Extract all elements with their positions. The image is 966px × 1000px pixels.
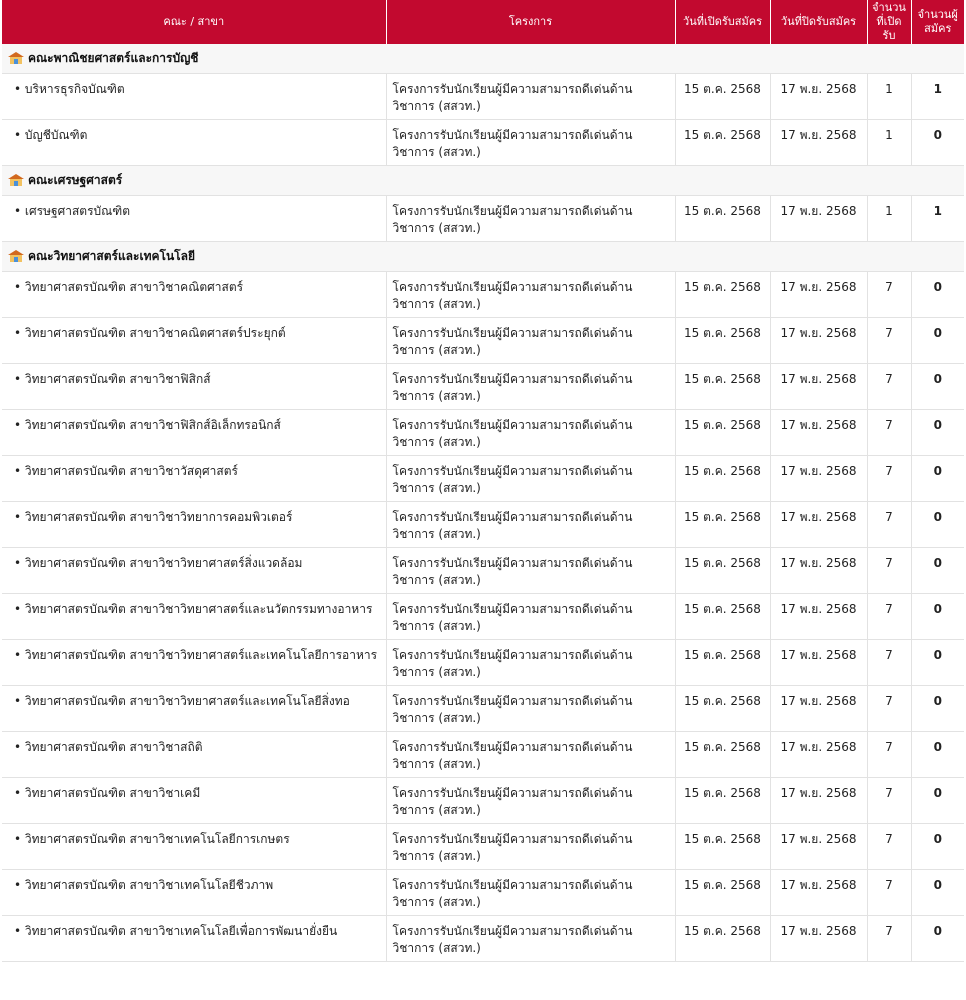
project-name: โครงการรับนักเรียนผู้มีความสามารถดีเด่นด้านวิชาการ (สสวท.) [386,502,675,548]
faculty-cell [2,242,964,272]
table-row [2,410,964,456]
table-row [2,318,964,364]
open-date: 15 ต.ค. 2568 [675,870,770,916]
project-name: โครงการรับนักเรียนผู้มีความสามารถดีเด่นด้านวิชาการ (สสวท.) [386,778,675,824]
quota-count: 7 [867,824,911,870]
major-name: • วิทยาศาสตรบัณฑิต สาขาวิชาวิทยาศาสตร์และเทคโนโลยีสิ่งทอ [2,686,386,732]
faculty-row [2,44,964,74]
close-date: 17 พ.ย. 2568 [770,272,867,318]
applied-count: 0 [911,502,964,548]
open-date: 15 ต.ค. 2568 [675,916,770,962]
faculty-cell [2,166,964,196]
applied-count: 0 [911,640,964,686]
applied-count: 0 [911,778,964,824]
open-date: 15 ต.ค. 2568 [675,594,770,640]
table-row [2,196,964,242]
applied-count: 1 [911,74,964,120]
major-name: • วิทยาศาสตรบัณฑิต สาขาวิชาวัสดุศาสตร์ [2,456,386,502]
table-row [2,594,964,640]
major-name: • วิทยาศาสตรบัณฑิต สาขาวิชาเคมี [2,778,386,824]
project-name: โครงการรับนักเรียนผู้มีความสามารถดีเด่นด้านวิชาการ (สสวท.) [386,916,675,962]
close-date: 17 พ.ย. 2568 [770,74,867,120]
project-name: โครงการรับนักเรียนผู้มีความสามารถดีเด่นด้านวิชาการ (สสวท.) [386,824,675,870]
major-name: • วิทยาศาสตรบัณฑิต สาขาวิชาฟิสิกส์อิเล็กทรอนิกส์ [2,410,386,456]
major-name: • วิทยาศาสตรบัณฑิต สาขาวิชาเทคโนโลยีชีวภาพ [2,870,386,916]
open-date: 15 ต.ค. 2568 [675,778,770,824]
major-name: • วิทยาศาสตรบัณฑิต สาขาวิชาคณิตศาสตร์ประยุกต์ [2,318,386,364]
table-row [2,778,964,824]
open-date: 15 ต.ค. 2568 [675,824,770,870]
table-row [2,824,964,870]
major-name: • วิทยาศาสตรบัณฑิต สาขาวิชาวิทยาศาสตร์และนวัตกรรมทางอาหาร [2,594,386,640]
open-date: 15 ต.ค. 2568 [675,456,770,502]
project-name: โครงการรับนักเรียนผู้มีความสามารถดีเด่นด้านวิชาการ (สสวท.) [386,594,675,640]
applied-count: 0 [911,272,964,318]
table-row [2,272,964,318]
open-date: 15 ต.ค. 2568 [675,364,770,410]
open-date: 15 ต.ค. 2568 [675,120,770,166]
quota-count: 7 [867,594,911,640]
quota-count: 7 [867,318,911,364]
header-project: โครงการ [386,0,675,44]
major-name: • เศรษฐศาสตรบัณฑิต [2,196,386,242]
faculty-name: คณะเศรษฐศาสตร์ [28,173,123,187]
applied-count: 0 [911,870,964,916]
major-name: • วิทยาศาสตรบัณฑิต สาขาวิชาเทคโนโลยีการเกษตร [2,824,386,870]
quota-count: 7 [867,364,911,410]
major-name: • บริหารธุรกิจบัณฑิต [2,74,386,120]
project-name: โครงการรับนักเรียนผู้มีความสามารถดีเด่นด้านวิชาการ (สสวท.) [386,410,675,456]
applied-count: 0 [911,456,964,502]
faculty-cell [2,44,964,74]
close-date: 17 พ.ย. 2568 [770,120,867,166]
close-date: 17 พ.ย. 2568 [770,548,867,594]
project-name: โครงการรับนักเรียนผู้มีความสามารถดีเด่นด้านวิชาการ (สสวท.) [386,272,675,318]
major-name: • วิทยาศาสตรบัณฑิต สาขาวิชาเทคโนโลยีเพื่อการพัฒนายั่งยืน [2,916,386,962]
quota-count: 7 [867,870,911,916]
quota-count: 7 [867,456,911,502]
open-date: 15 ต.ค. 2568 [675,196,770,242]
table-row [2,456,964,502]
table-header-row [2,0,964,44]
table-row [2,870,964,916]
close-date: 17 พ.ย. 2568 [770,824,867,870]
project-name: โครงการรับนักเรียนผู้มีความสามารถดีเด่นด้านวิชาการ (สสวท.) [386,870,675,916]
project-name: โครงการรับนักเรียนผู้มีความสามารถดีเด่นด้านวิชาการ (สสวท.) [386,364,675,410]
close-date: 17 พ.ย. 2568 [770,870,867,916]
close-date: 17 พ.ย. 2568 [770,640,867,686]
header-open-date: วันที่เปิดรับสมัคร [675,0,770,44]
close-date: 17 พ.ย. 2568 [770,456,867,502]
header-faculty: คณะ / สาขา [2,0,386,44]
quota-count: 7 [867,732,911,778]
project-name: โครงการรับนักเรียนผู้มีความสามารถดีเด่นด้านวิชาการ (สสวท.) [386,456,675,502]
close-date: 17 พ.ย. 2568 [770,732,867,778]
faculty-name: คณะวิทยาศาสตร์และเทคโนโลยี [28,249,195,263]
applied-count: 0 [911,410,964,456]
project-name: โครงการรับนักเรียนผู้มีความสามารถดีเด่นด้านวิชาการ (สสวท.) [386,640,675,686]
project-name: โครงการรับนักเรียนผู้มีความสามารถดีเด่นด้านวิชาการ (สสวท.) [386,196,675,242]
faculty-row [2,166,964,196]
quota-count: 7 [867,778,911,824]
header-close-date: วันที่ปิดรับสมัคร [770,0,867,44]
open-date: 15 ต.ค. 2568 [675,318,770,364]
open-date: 15 ต.ค. 2568 [675,686,770,732]
major-name: • วิทยาศาสตรบัณฑิต สาขาวิชาคณิตศาสตร์ [2,272,386,318]
applied-count: 0 [911,824,964,870]
close-date: 17 พ.ย. 2568 [770,196,867,242]
open-date: 15 ต.ค. 2568 [675,732,770,778]
open-date: 15 ต.ค. 2568 [675,640,770,686]
close-date: 17 พ.ย. 2568 [770,778,867,824]
applied-count: 0 [911,364,964,410]
major-name: • วิทยาศาสตรบัณฑิต สาขาวิชาวิทยาการคอมพิวเตอร์ [2,502,386,548]
building-icon [8,174,24,186]
table-row [2,732,964,778]
table-row [2,502,964,548]
open-date: 15 ต.ค. 2568 [675,272,770,318]
quota-count: 7 [867,272,911,318]
close-date: 17 พ.ย. 2568 [770,318,867,364]
applied-count: 0 [911,594,964,640]
admission-table [2,0,964,962]
open-date: 15 ต.ค. 2568 [675,502,770,548]
quota-count: 7 [867,410,911,456]
open-date: 15 ต.ค. 2568 [675,410,770,456]
applied-count: 0 [911,120,964,166]
close-date: 17 พ.ย. 2568 [770,686,867,732]
header-quota: จำนวนที่เปิดรับ [867,0,911,44]
project-name: โครงการรับนักเรียนผู้มีความสามารถดีเด่นด้านวิชาการ (สสวท.) [386,732,675,778]
table-row [2,916,964,962]
major-name: • วิทยาศาสตรบัณฑิต สาขาวิชาวิทยาศาสตร์และเทคโนโลยีการอาหาร [2,640,386,686]
table-row [2,74,964,120]
project-name: โครงการรับนักเรียนผู้มีความสามารถดีเด่นด้านวิชาการ (สสวท.) [386,318,675,364]
project-name: โครงการรับนักเรียนผู้มีความสามารถดีเด่นด้านวิชาการ (สสวท.) [386,686,675,732]
quota-count: 7 [867,916,911,962]
table-row [2,686,964,732]
header-applied: จำนวนผู้สมัคร [911,0,964,44]
table-body [2,44,964,962]
major-name: • วิทยาศาสตรบัณฑิต สาขาวิชาสถิติ [2,732,386,778]
faculty-row [2,242,964,272]
quota-count: 7 [867,686,911,732]
close-date: 17 พ.ย. 2568 [770,410,867,456]
table-row [2,548,964,594]
major-name: • วิทยาศาสตรบัณฑิต สาขาวิชาวิทยาศาสตร์สิ่งแวดล้อม [2,548,386,594]
applied-count: 0 [911,318,964,364]
applied-count: 1 [911,196,964,242]
open-date: 15 ต.ค. 2568 [675,548,770,594]
building-icon [8,250,24,262]
table-row [2,120,964,166]
table-row [2,640,964,686]
quota-count: 7 [867,640,911,686]
building-icon [8,52,24,64]
quota-count: 7 [867,502,911,548]
project-name: โครงการรับนักเรียนผู้มีความสามารถดีเด่นด้านวิชาการ (สสวท.) [386,74,675,120]
major-name: • บัญชีบัณฑิต [2,120,386,166]
major-name: • วิทยาศาสตรบัณฑิต สาขาวิชาฟิสิกส์ [2,364,386,410]
close-date: 17 พ.ย. 2568 [770,916,867,962]
quota-count: 7 [867,548,911,594]
project-name: โครงการรับนักเรียนผู้มีความสามารถดีเด่นด้านวิชาการ (สสวท.) [386,120,675,166]
applied-count: 0 [911,686,964,732]
applied-count: 0 [911,732,964,778]
applied-count: 0 [911,916,964,962]
close-date: 17 พ.ย. 2568 [770,502,867,548]
quota-count: 1 [867,120,911,166]
applied-count: 0 [911,548,964,594]
close-date: 17 พ.ย. 2568 [770,594,867,640]
quota-count: 1 [867,196,911,242]
open-date: 15 ต.ค. 2568 [675,74,770,120]
close-date: 17 พ.ย. 2568 [770,364,867,410]
project-name: โครงการรับนักเรียนผู้มีความสามารถดีเด่นด้านวิชาการ (สสวท.) [386,548,675,594]
table-row [2,364,964,410]
quota-count: 1 [867,74,911,120]
faculty-name: คณะพาณิชยศาสตร์และการบัญชี [28,51,199,65]
